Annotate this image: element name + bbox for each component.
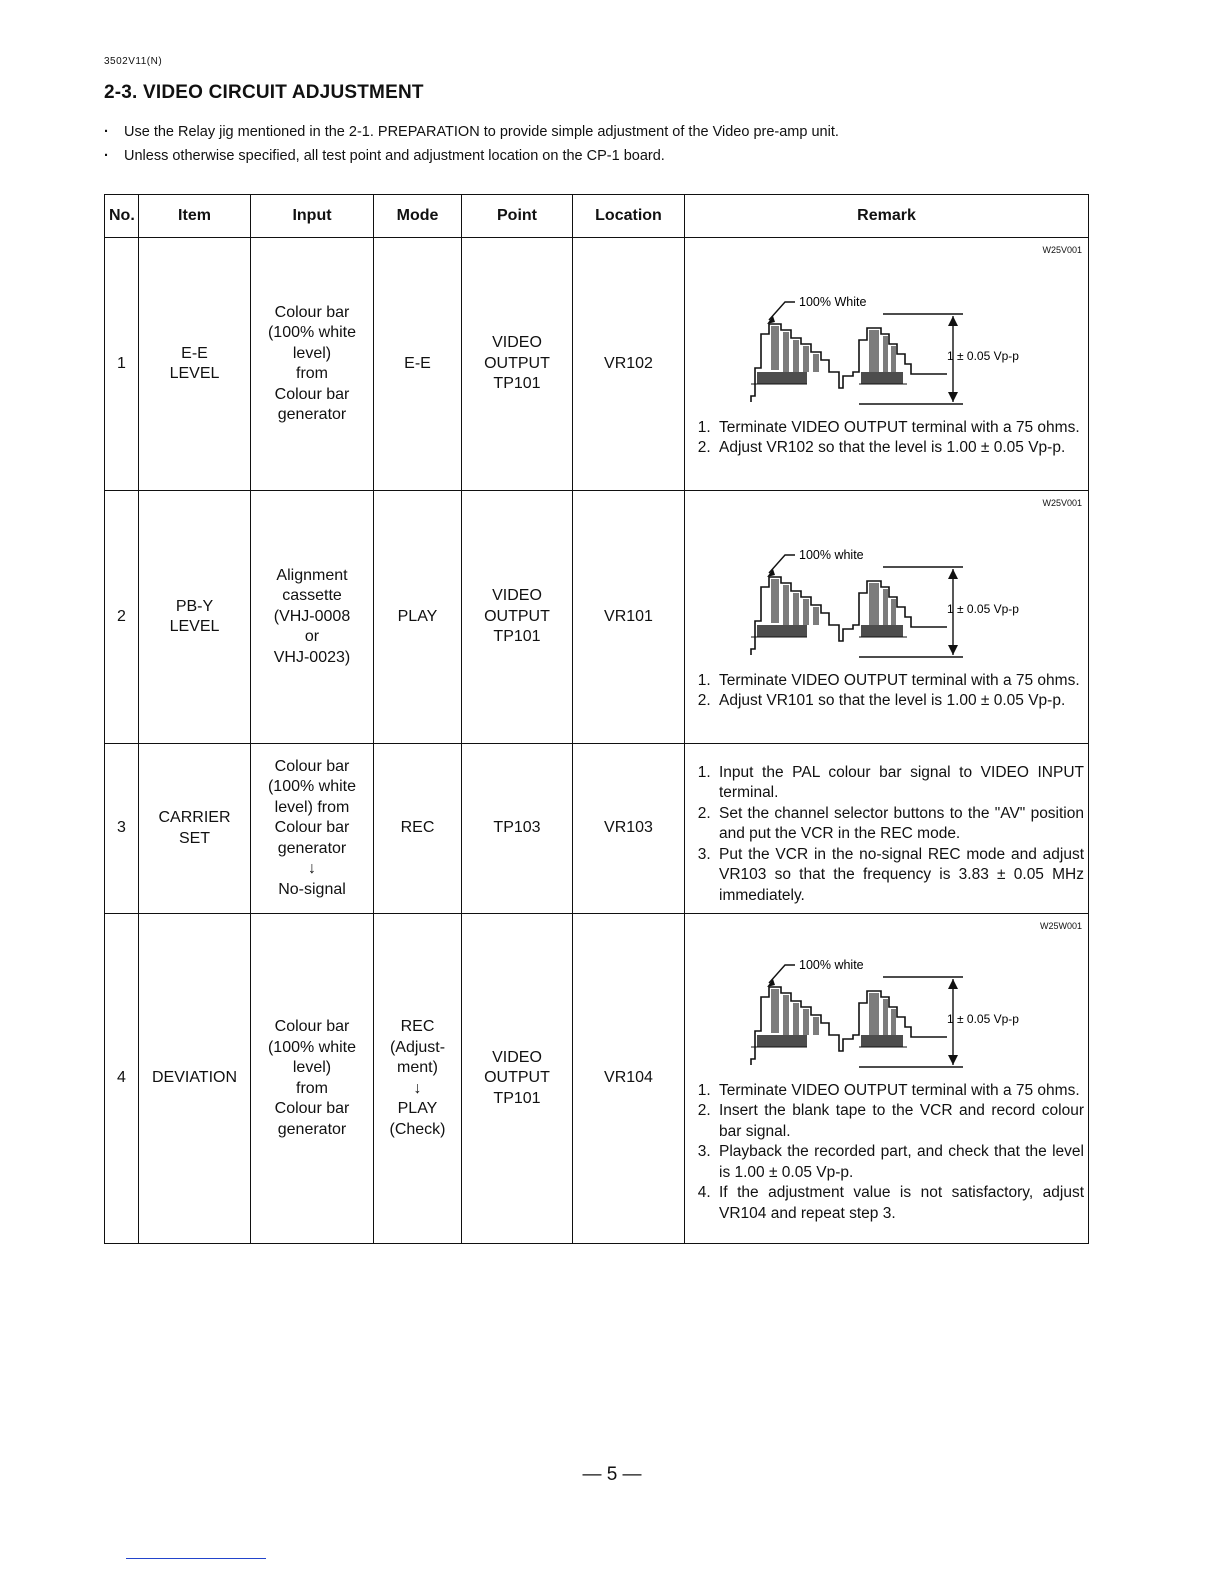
procedure-step: 3. Playback the recorded part, and check that the level is 1.00 ± 0.05 Vp-p. xyxy=(715,1142,1084,1183)
cell-no: 1 xyxy=(105,238,139,491)
cell-mode: E-E xyxy=(374,238,462,491)
procedure-step: 2. Set the channel selector buttons to the "AV" position and put the VCR in the REC mode. xyxy=(715,804,1084,845)
figure-code: W25V001 xyxy=(1042,498,1082,508)
table-row xyxy=(105,744,1089,914)
cell-location: VR103 xyxy=(573,744,685,914)
table-row xyxy=(105,238,1089,491)
figure-code: W25V001 xyxy=(1042,245,1082,255)
table-header-row xyxy=(105,195,1089,238)
intro-notes xyxy=(104,120,839,168)
cell-no: 2 xyxy=(105,491,139,744)
footer-line xyxy=(126,1558,266,1559)
procedure-steps xyxy=(689,671,1084,712)
intro-note: · Unless otherwise specified, all test point and adjustment location on the CP-1 board. xyxy=(104,144,839,168)
procedure-steps xyxy=(689,418,1084,459)
figure-code: W25W001 xyxy=(1039,921,1082,931)
cell-mode: REC (Adjust- ment) ↓ PLAY (Check) xyxy=(374,914,462,1244)
cell-remark xyxy=(685,238,1089,491)
cell-item: DEVIATION xyxy=(139,914,251,1244)
procedure-step: 2. Adjust VR101 so that the level is 1.00 ± 0.05 Vp-p. xyxy=(715,691,1084,712)
procedure-steps xyxy=(689,1081,1084,1225)
level-tolerance-label: 1 ± 0.05 Vp-p xyxy=(947,348,1019,363)
cell-location: VR104 xyxy=(573,914,685,1244)
level-tolerance-label: 1 ± 0.05 Vp-p xyxy=(947,601,1019,616)
col-header-remark: Remark xyxy=(685,195,1089,238)
cell-mode: PLAY xyxy=(374,491,462,744)
cell-point: VIDEO OUTPUT TP101 xyxy=(462,491,573,744)
level-tolerance-label: 1 ± 0.05 Vp-p xyxy=(947,1011,1019,1026)
white-level-label: 100% white xyxy=(799,957,864,972)
cell-remark xyxy=(685,744,1089,914)
procedure-steps xyxy=(689,763,1084,907)
procedure-step: 1. Input the PAL colour bar signal to VIDEO INPUT terminal. xyxy=(715,763,1084,804)
col-header-mode: Mode xyxy=(374,195,462,238)
page-number: — 5 — xyxy=(582,1464,642,1485)
col-header-location: Location xyxy=(573,195,685,238)
col-header-no: No. xyxy=(105,195,139,238)
cell-remark xyxy=(685,914,1089,1244)
cell-input: Colour bar (100% white level) from Colour bar generator xyxy=(251,914,374,1244)
section-title: 2-3. VIDEO CIRCUIT ADJUSTMENT xyxy=(104,82,424,103)
procedure-step: 1. Terminate VIDEO OUTPUT terminal with a 75 ohms. xyxy=(715,1081,1084,1102)
procedure-step: 4. If the adjustment value is not satisfactory, adjust VR104 and repeat step 3. xyxy=(715,1183,1084,1224)
cell-input: Alignment cassette (VHJ-0008 or VHJ-0023) xyxy=(251,491,374,744)
procedure-step: 2. Adjust VR102 so that the level is 1.00 ± 0.05 Vp-p. xyxy=(715,438,1084,459)
waveform-diagram xyxy=(747,533,1047,665)
procedure-step: 1. Terminate VIDEO OUTPUT terminal with a 75 ohms. xyxy=(715,671,1084,692)
procedure-step: 2. Insert the blank tape to the VCR and record colour bar signal. xyxy=(715,1101,1084,1142)
cell-mode: REC xyxy=(374,744,462,914)
table-row xyxy=(105,491,1089,744)
document-code: 3502V11(N) xyxy=(104,56,163,67)
procedure-step: 3. Put the VCR in the no-signal REC mode and adjust VR103 so that the frequency is 3.83 ± 0.05 MHz immediately. xyxy=(715,845,1084,907)
table-row xyxy=(105,914,1089,1244)
cell-input: Colour bar (100% white level) from Colour bar generator ↓ No-signal xyxy=(251,744,374,914)
cell-item: E-E LEVEL xyxy=(139,238,251,491)
cell-no: 4 xyxy=(105,914,139,1244)
waveform-diagram xyxy=(747,943,1047,1075)
intro-note: · Use the Relay jig mentioned in the 2-1. PREPARATION to provide simple adjustment of the Video pre-amp unit. xyxy=(104,120,839,144)
cell-point: VIDEO OUTPUT TP101 xyxy=(462,238,573,491)
cell-no: 3 xyxy=(105,744,139,914)
cell-remark xyxy=(685,491,1089,744)
cell-point: VIDEO OUTPUT TP101 xyxy=(462,914,573,1244)
white-level-label: 100% white xyxy=(799,547,864,562)
cell-item: CARRIER SET xyxy=(139,744,251,914)
adjustment-table xyxy=(104,194,1089,1244)
cell-point: TP103 xyxy=(462,744,573,914)
white-level-label: 100% White xyxy=(799,294,867,309)
cell-location: VR102 xyxy=(573,238,685,491)
col-header-item: Item xyxy=(139,195,251,238)
col-header-point: Point xyxy=(462,195,573,238)
col-header-input: Input xyxy=(251,195,374,238)
waveform-diagram xyxy=(747,280,1047,412)
procedure-step: 1. Terminate VIDEO OUTPUT terminal with a 75 ohms. xyxy=(715,418,1084,439)
cell-item: PB-Y LEVEL xyxy=(139,491,251,744)
cell-location: VR101 xyxy=(573,491,685,744)
cell-input: Colour bar (100% white level) from Colour bar generator xyxy=(251,238,374,491)
